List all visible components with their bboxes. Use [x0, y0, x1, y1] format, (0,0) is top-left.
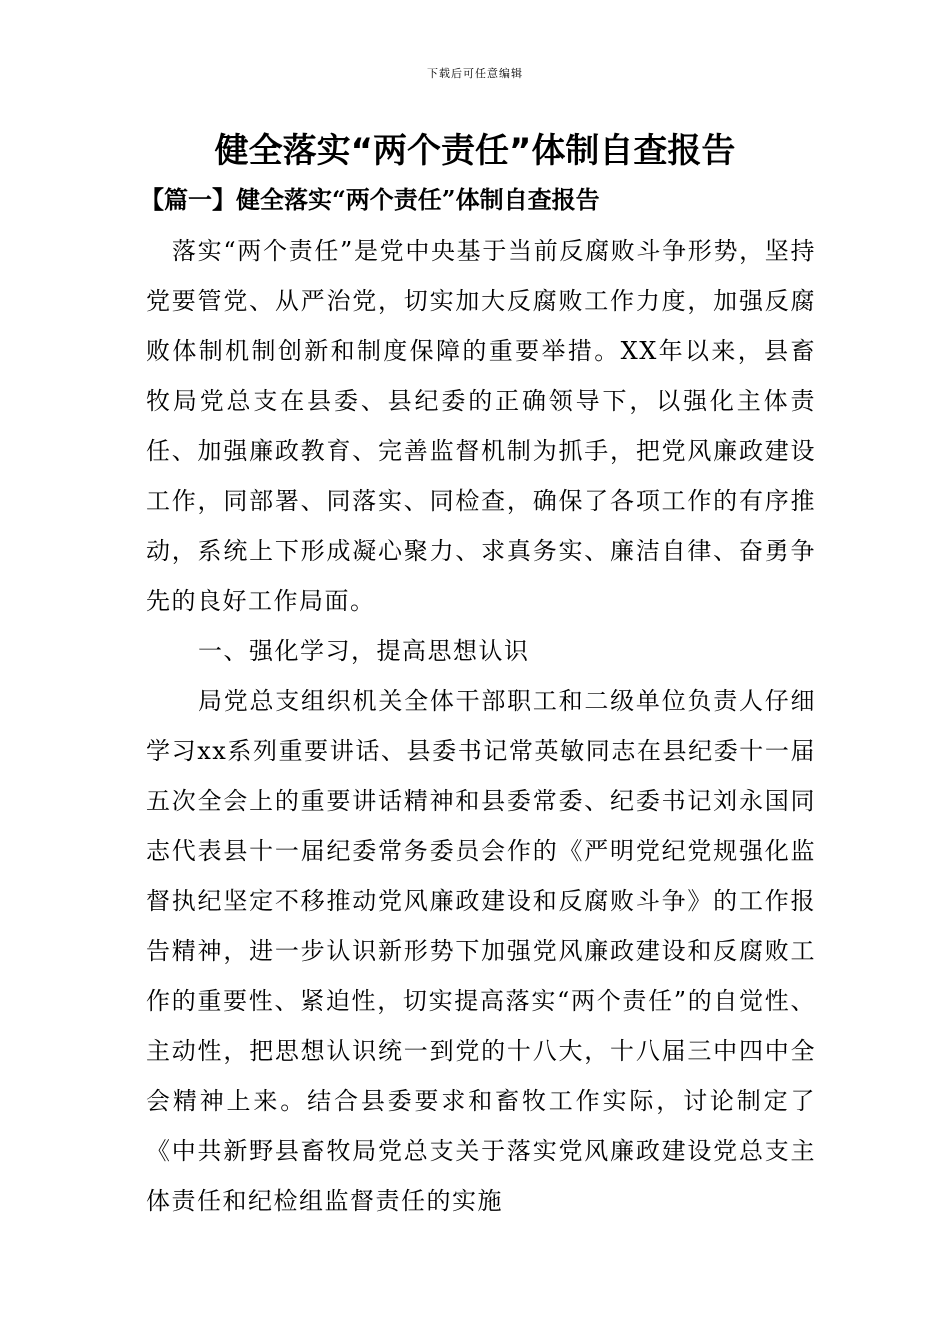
header-note: 下载后可任意编辑 — [427, 67, 523, 80]
paragraph-intro: 落实“两个责任”是党中央基于当前反腐败斗争形势，坚持党要管党、从严治党，切实加大反腐败工作力度，加强反腐败体制机制创新和制度保障的重要举措。XX年以来，县畜牧局党总支在县委、县纪委的正确领导下，以强化主体责任、加强廉政教育、完善监督机制为抓手，把党风廉政建设工作，同部署、同落实、同检查，确保了各项工作的有序推动，系统上下形成凝心聚力、求真务实、廉洁自律、奋勇争先的良好工作局面。 — [146, 237, 816, 615]
document-title: 健全落实“两个责任”体制自查报告 — [214, 131, 736, 171]
paragraph-study: 局党总支组织机关全体干部职工和二级单位负责人仔细学习xx系列重要讲话、县委书记常英敏同志在县纪委十一届五次全会上的重要讲话精神和县委常委、纪委书记刘永国同志代表县十一届纪委常务委员会作的《严明党纪党规强化监督执纪坚定不移推动党风廉政建设和反腐败斗争》的工作报告精神，进一步认识新形势下加强党风廉政建设和反腐败工作的重要性、紧迫性，切实提高落实“两个责任”的自觉性、主动性，把思想认识统一到党的十八大，十八届三中四中全会精神上来。结合县委要求和畜牧工作实际，讨论制定了《中共新野县畜牧局党总支关于落实党风廉政建设党总支主体责任和纪检组监督责任的实施 — [146, 687, 816, 1215]
document-body — [146, 226, 816, 1226]
section-heading: 【篇一】健全落实“两个责任”体制自查报告 — [140, 185, 600, 214]
section-heading-1: 一、强化学习，提高思想认识 — [198, 637, 530, 665]
